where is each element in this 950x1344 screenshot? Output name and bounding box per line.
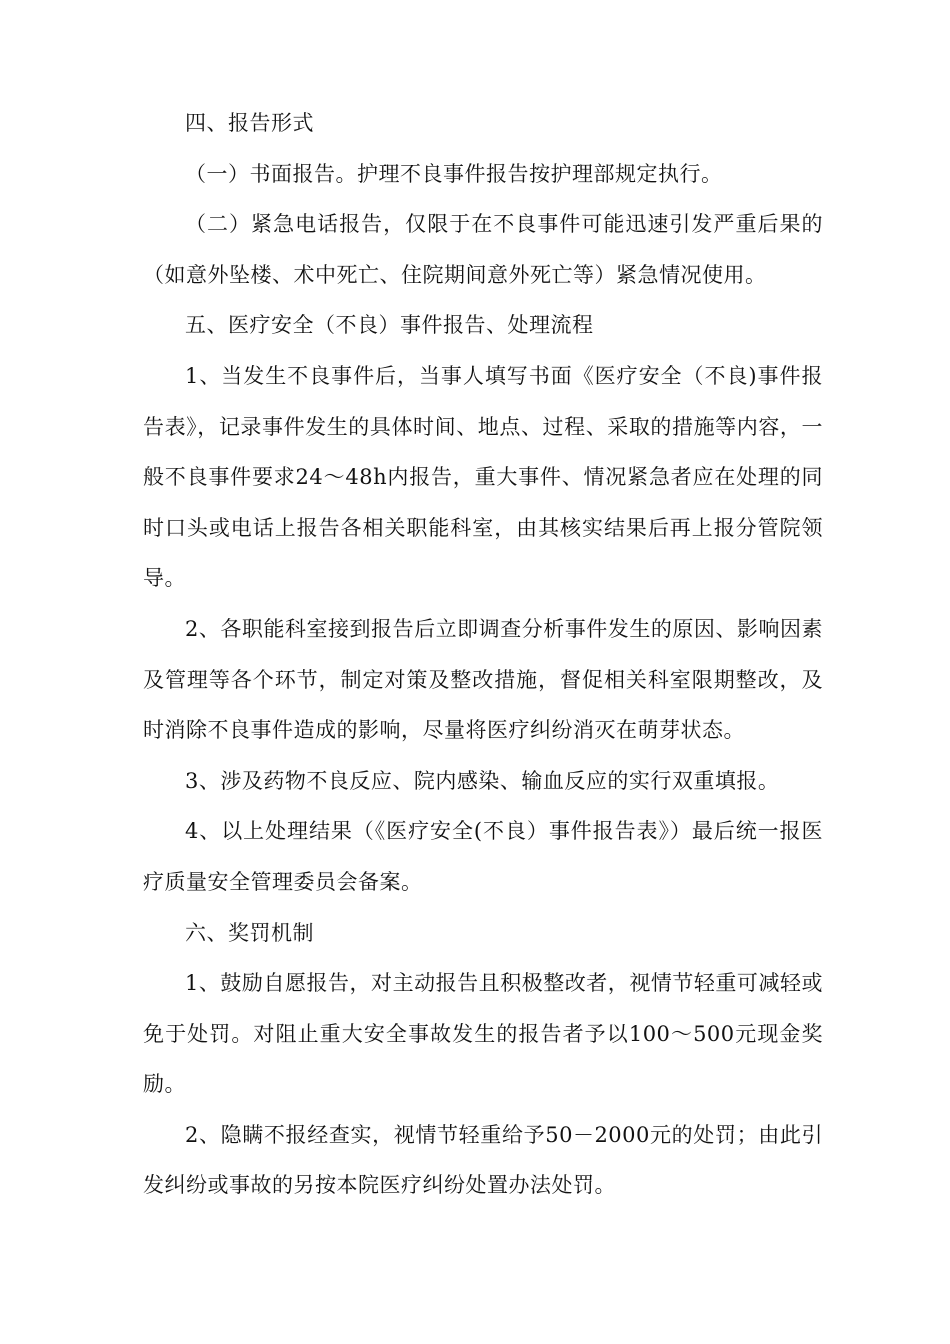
document-body	[143, 98, 823, 1211]
section-heading-report-form: 四、报告形式	[185, 111, 314, 135]
paragraph-reward-rule: 1、鼓励自愿报告，对主动报告且积极整改者，视情节轻重可减轻或免于处罚。对阻止重大安全事故发生的报告者予以100～500元现金奖励。	[143, 971, 823, 1097]
paragraph-emergency-phone-report: （二）紧急电话报告，仅限于在不良事件可能迅速引发严重后果的（如意外坠楼、术中死亡、住院期间意外死亡等）紧急情况使用。	[143, 212, 823, 287]
paragraph-written-report: （一）书面报告。护理不良事件报告按护理部规定执行。	[185, 161, 723, 186]
paragraph-process-step-1: 1、当发生不良事件后，当事人填写书面《医疗安全（不良)事件报告表》，记录事件发生的具体时间、地点、过程、采取的措施等内容，一般不良事件要求24～48h内报告，重大事件、情况紧急者应在处理的同时口头或电话上报告各相关职能科室，由其核实结果后再上报分管院领导。	[143, 363, 823, 591]
paragraph-process-step-4: 4、以上处理结果（《医疗安全(不良）事件报告表》）最后统一报医疗质量安全管理委员会备案。	[143, 819, 823, 894]
paragraph-process-step-3: 3、涉及药物不良反应、院内感染、输血反应的实行双重填报。	[185, 768, 780, 793]
section-heading-rewards-penalties: 六、奖罚机制	[185, 920, 314, 945]
section-heading-report-process: 五、医疗安全（不良）事件报告、处理流程	[185, 313, 594, 338]
paragraph-penalty-rule: 2、隐瞒不报经查实，视情节轻重给予50－2000元的处罚；由此引发纠纷或事故的另按本院医疗纠纷处置办法处罚。	[143, 1122, 823, 1198]
paragraph-process-step-2: 2、各职能科室接到报告后立即调查分析事件发生的原因、影响因素及管理等各个环节，制定对策及整改措施，督促相关科室限期整改，及时消除不良事件造成的影响，尽量将医疗纠纷消灭在萌芽状态。	[143, 616, 823, 743]
